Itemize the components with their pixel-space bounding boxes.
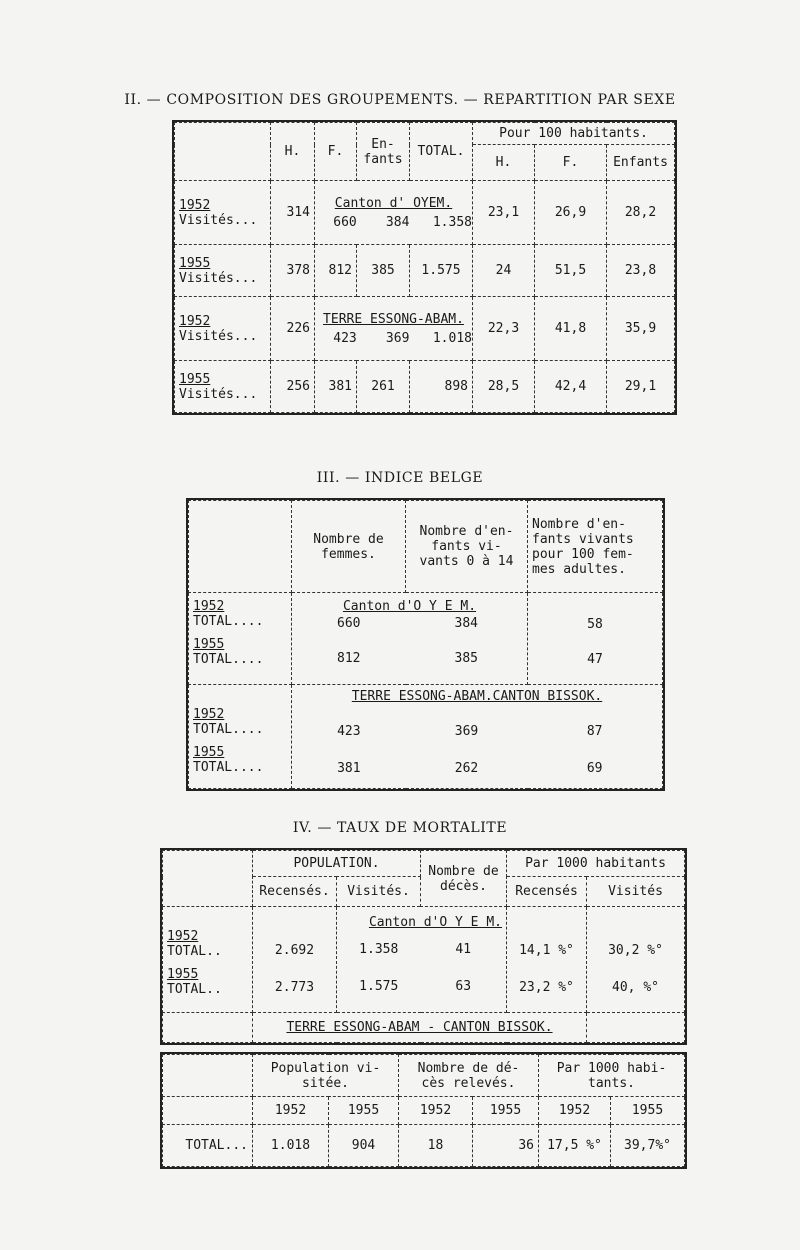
- cell-visites: 1.575: [359, 979, 399, 994]
- cell-h: 226: [271, 297, 315, 361]
- terre-label: TERRE ESSONG-ABAM - CANTON BISSOK.: [253, 1013, 587, 1043]
- year-header-cell: [163, 851, 253, 907]
- header-visites: Visités.: [337, 877, 421, 907]
- cell-h: 314: [271, 181, 315, 245]
- terre-merged: [292, 685, 663, 789]
- year-header-cell: [163, 1055, 253, 1097]
- table-row: [175, 361, 675, 413]
- cell-femmes: 812: [337, 651, 361, 666]
- cell-f: 660: [333, 214, 357, 230]
- cell-pf: 41,8: [535, 297, 607, 361]
- table-row: [163, 1125, 685, 1167]
- cell-total: 1.358: [432, 214, 472, 230]
- cell-pe: 28,2: [607, 181, 675, 245]
- canton-oyem-merged: [292, 593, 528, 685]
- header-par1000-habitants: Par 1000 habi- tants.: [539, 1055, 685, 1097]
- header-pour100: Pour 100 habitants.: [473, 123, 675, 145]
- cell-femmes: 381: [337, 761, 361, 776]
- indice-belge-table: [188, 500, 663, 789]
- cell-total: 1.575: [410, 245, 473, 297]
- cell-visites: 1.358: [359, 942, 399, 957]
- table-row: [175, 245, 675, 297]
- cell-pe: 29,1: [607, 361, 675, 413]
- cell-value: 904: [329, 1125, 399, 1167]
- header-deces: Nombre de décès.: [421, 851, 507, 907]
- row-label: 1952 TOTAL.... 1955 TOTAL....: [189, 593, 292, 685]
- cell-deces: 63: [455, 979, 472, 994]
- header-par1000: Par 1000 habitants: [507, 851, 685, 877]
- year-cell: 1952: [399, 1097, 473, 1125]
- header-population: POPULATION.: [253, 851, 421, 877]
- table-row-group: [189, 593, 663, 685]
- cell-e: 384: [385, 214, 410, 230]
- year-cell: 1952: [539, 1097, 611, 1125]
- header-pour100: Nombre d'en- fants vivants pour 100 fem- mes adultes.: [528, 501, 663, 593]
- canton-oyem-merged: [315, 181, 473, 245]
- header-pour100-h: H.: [473, 145, 535, 181]
- cell-value: 1.018: [253, 1125, 329, 1167]
- canton-oyem-label: Canton d' OYEM.: [334, 195, 453, 211]
- cell-f: 423: [333, 330, 357, 346]
- terre-merged: [315, 297, 473, 361]
- row-label: 1952 TOTAL.. 1955 TOTAL..: [163, 907, 253, 1013]
- cell-f: 381: [315, 361, 357, 413]
- cell-pe: 23,8: [607, 245, 675, 297]
- cell-f: 812: [315, 245, 357, 297]
- cell-deces: 41: [455, 942, 472, 957]
- row-label: 1955 Visités...: [175, 245, 271, 297]
- header-total: TOTAL.: [410, 123, 473, 181]
- cell-value: 18: [399, 1125, 473, 1167]
- year-cell: 1952: [253, 1097, 329, 1125]
- cell-total: 1.018: [432, 330, 472, 346]
- table-row-group: [163, 907, 685, 1013]
- cell-enfants: 369: [454, 724, 479, 739]
- cell-pour100: 87: [586, 724, 603, 739]
- cell-e: 385: [357, 245, 410, 297]
- cell-e: 369: [385, 330, 410, 346]
- cell-par1000-visites: 30,2 %° 40, %°: [587, 907, 685, 1013]
- row-label: 1952 Visités...: [175, 181, 271, 245]
- table-row: [175, 297, 675, 361]
- table-row: [175, 181, 675, 245]
- cell-enfants: 385: [454, 651, 478, 666]
- header-pop-visitee: Population vi- sitée.: [253, 1055, 399, 1097]
- cell-ph: 28,5: [473, 361, 535, 413]
- header-pour100-f: F.: [535, 145, 607, 181]
- terre-label: TERRE ESSONG-ABAM.CANTON BISSOK.: [351, 689, 603, 704]
- cell-pf: 42,4: [535, 361, 607, 413]
- header-f: F.: [315, 123, 357, 181]
- section4-title: IV. — TAUX DE MORTALITE: [292, 820, 508, 836]
- header-enfants: En- fants: [357, 123, 410, 181]
- cell-ph: 24: [473, 245, 535, 297]
- header-par1000-visites: Visités: [587, 877, 685, 907]
- section2-title: II. — COMPOSITION DES GROUPEMENTS. — REPARTITION PAR SEXE: [124, 92, 676, 108]
- cell-enfants: 384: [454, 616, 478, 631]
- empty-cell: [163, 1097, 253, 1125]
- cell-pf: 26,9: [535, 181, 607, 245]
- empty-cell: [587, 1013, 685, 1043]
- mortalite-table: [162, 850, 685, 1043]
- cell-value: 39,7%°: [611, 1125, 685, 1167]
- header-deces-releves: Nombre de dé- cès relevés.: [399, 1055, 539, 1097]
- cell-e: 261: [357, 361, 410, 413]
- cell-value: 17,5 %°: [539, 1125, 611, 1167]
- year-header-cell: [189, 501, 292, 593]
- year-header-cell: [175, 123, 271, 181]
- row-label: 1952 Visités...: [175, 297, 271, 361]
- header-par1000-recenses: Recensés: [507, 877, 587, 907]
- cell-value: 36: [473, 1125, 539, 1167]
- header-h: H.: [271, 123, 315, 181]
- row-label: TOTAL...: [163, 1125, 253, 1167]
- row-label: 1952 TOTAL.... 1955 TOTAL....: [189, 685, 292, 789]
- cell-pf: 51,5: [535, 245, 607, 297]
- table-row-group: [189, 685, 663, 789]
- cell-h: 378: [271, 245, 315, 297]
- section3-title: III. — INDICE BELGE: [316, 470, 484, 486]
- composition-table: [174, 122, 675, 413]
- header-recenses: Recensés.: [253, 877, 337, 907]
- cell-femmes: 423: [337, 724, 361, 739]
- year-cell: 1955: [473, 1097, 539, 1125]
- header-enfants: Nombre d'en- fants vi- vants 0 à 14: [406, 501, 528, 593]
- row-label: 1955 Visités...: [175, 361, 271, 413]
- header-femmes: Nombre de femmes.: [292, 501, 406, 593]
- cell-enfants: 262: [454, 761, 479, 776]
- mortalite-bissok-table: [162, 1054, 685, 1167]
- cell-femmes: 660: [337, 616, 361, 631]
- canton-oyem-label: Canton d'O Y E M.: [368, 915, 502, 930]
- cell-par1000-recenses: 14,1 %° 23,2 %°: [507, 907, 587, 1013]
- cell-ph: 22,3: [473, 297, 535, 361]
- canton-oyem-merged: [337, 907, 507, 1013]
- terre-label: TERRE ESSONG-ABAM.: [323, 311, 464, 327]
- header-pour100-enfants: Enfants: [607, 145, 675, 181]
- year-cell: 1955: [329, 1097, 399, 1125]
- cell-total: 898: [410, 361, 473, 413]
- cell-pour100: 69: [586, 761, 603, 776]
- canton-oyem-label: Canton d'O Y E M.: [342, 599, 477, 614]
- year-cell: 1955: [611, 1097, 685, 1125]
- cell-pour100: 58 47: [528, 593, 663, 685]
- empty-cell: [163, 1013, 253, 1043]
- cell-ph: 23,1: [473, 181, 535, 245]
- cell-pe: 35,9: [607, 297, 675, 361]
- cell-recenses: 2.692 2.773: [253, 907, 337, 1013]
- cell-h: 256: [271, 361, 315, 413]
